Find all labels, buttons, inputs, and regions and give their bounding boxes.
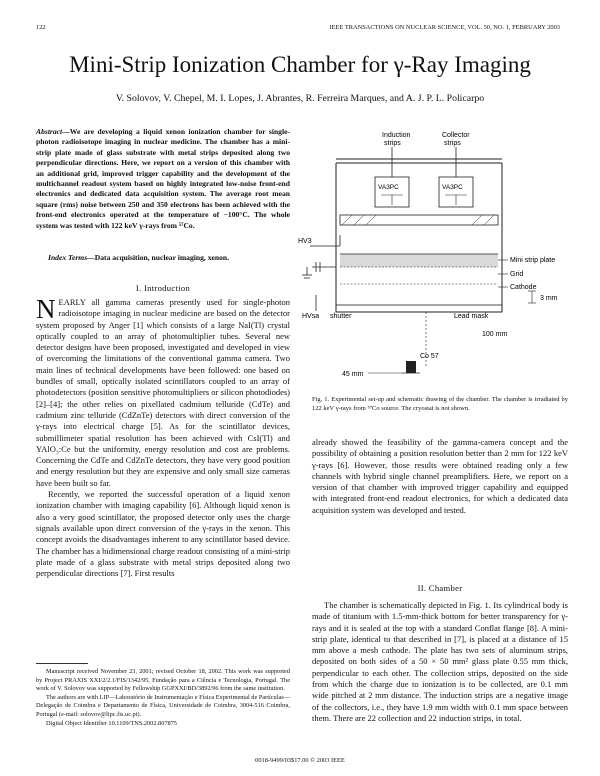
label-45mm: 45 mm (342, 371, 364, 378)
footnote-affiliation: The authors are with LIP—Laboratório de Instrumentação e Física Experimental de Partículas—Delegação de Coimbra e Departamento de Física, Universidade de Coimbra, 3004-516 Coimbra, Portugal (e-mail: solovov@lipc.fis.uc.pt). (36, 693, 290, 718)
intro-paragraph-2: Recently, we reported the successful operation of a liquid xenon ionization chamber with imaging capability [6]. Although liquid xenon is also a very good scintillator, the proposed detector only uses the charge signals available upon direct conversion of the γ-rays in the xenon. This concept avoids the disadvantages inherent to any scintillator based device. The chamber has a bidimensional charge readout consisting of a mini-strip plate made of a glass substrate with metal strips deposited along two perpendicular directions [7]. First results (36, 489, 290, 579)
label-3mm: 3 mm (540, 295, 558, 302)
index-terms-label: Index Terms— (48, 253, 95, 262)
author-list: V. Solovov, V. Chepel, M. I. Lopes, J. Abrantes, R. Ferreira Marques, and A. J. P. L. Policarpo (115, 93, 485, 104)
intro-paragraph-1: EARLY all gamma cameras presently used for single-photon radioisotope imaging in nuclear medicine are based on the detector system proposed by Anger [1] which consists of a large NaI(Tl) crystal optically coupled to an array of photomultiplier tubes. Several new detector designs have been proposed, investigated and developed in view of overcoming the limitations of the conventional gamma camera. Two main lines of technical developments have been followed: one based on bundles of small, optically isolated scintillators coupled to an array of photodetectors (position sensitive photomultipliers or silicon photodiodes) [2]–[4]; the other relies on pixellated cadmium telluride (CdTe) and cadmium zinc telluride (CdZnTe) detectors with direct conversion of the γ-rays into electrical charge [5]. As for the scintillator devices, submillimeter spatial resolution has been achieved with CsI(Tl) and YAlO₃:Ce but the uniformity, energy resolution and cost are problems. Concerning the CdTe and CdZnTe detectors, they have very good position and energy resolution but they are expensive and only small size cameras have been built so far. (36, 297, 290, 488)
label-hv3: HV3 (298, 238, 312, 245)
introduction-text (36, 294, 290, 579)
right-column-continuation (312, 437, 568, 516)
label-100mm: 100 mm (482, 331, 508, 338)
label-hv-bottom: HVsa (302, 313, 320, 320)
chamber-paragraph-1: The chamber is schematically depicted in Fig. 1. Its cylindrical body is made of titanium with 1.5-mm-thick bottom for better transparency for γ-rays and it is sealed at the top with a standard Conflat flange [8]. A mini-strip plate, identical to that described in [7], is placed at a distance of 15 mm above a mesh cathode. The plate has two sets of aluminum strips, deposited on both sides of a 50 × 50 mm² glass plate 0.55 mm thick, perpendicular to each other. The collection strips, deposited on the side from which the charge due to ionization is to be collected, are 0.1 mm wide pitched at 2 mm distance. The induction strips are a negative image of the collectors, i.e., they have 1.9 mm width with 0.1 mm space between them. There are 22 collection and 22 induction strips, in total. (312, 600, 568, 723)
label-collector-1: Collector (442, 132, 470, 139)
label-cathode: Cathode (510, 284, 537, 291)
right-column-paragraph: already showed the feasibility of the gamma-camera concept and the possibility of obtaining a position resolution better than 2 mm for 122 keV γ-rays [6]. However, those results were obtained reading only a few channels with hybrid single channel preamplifiers. Here, we report on a version of that chamber with improved trigger capability and equipped with integrated front-end readout electronics, for which a dedicated data acquisition system was developed and tested. (312, 437, 568, 515)
figure-caption: Fig. 1. Experimental set-up and schematic drawing of the chamber. The chamber is irradiated by 122 keV γ-rays from ⁵⁷Co source. The cryostat is not shown. (312, 396, 568, 412)
figure-1-diagram (296, 127, 586, 387)
label-shutter: shutter (330, 313, 352, 320)
chamber-section-text (312, 600, 568, 724)
abstract-text: We are developing a liquid xenon ionization chamber for single-photon radioisotope imaging in nuclear medicine. The chamber has a mini-strip plate made of glass substrate with metal strips deposited along two perpendicular directions. Here, we report on a version of this chamber with an additional grid, improved trigger capability and the development of the multichannel readout system based on highly integrated low-noise front-end electronics and dedicated data acquisition system. The average root mean square (rms) noise between 250 and 350 electrons has been achieved with the front-end electronics operated at the temperature of −100°C. The whole system was tested with 122 keV γ-rays from ⁵⁷Co. (36, 127, 290, 230)
abstract (36, 127, 290, 231)
page-number: 122 (36, 24, 46, 31)
paper-title: Mini-Strip Ionization Chamber for γ-Ray Imaging (69, 52, 531, 77)
footnote-received: Manuscript received November 23, 2001; revised October 18, 2002. This work was supported by Project PRAXIS XXI/2/2.1/FIS/1342/95, Fundação para a Ciência e Tecnologia, Portugal. The work of V. Solovov was supported by Fellowship GGPXXI/BD/3892/96 from the same institution. (36, 668, 290, 693)
label-induction-2: strips (384, 140, 401, 147)
footnote-rule (36, 663, 88, 664)
label-va-left: VA3PC (378, 184, 399, 191)
drop-cap: N (36, 294, 56, 324)
label-induction-1: Induction (382, 132, 411, 139)
label-collector-2: strips (444, 140, 461, 147)
label-mini-strip-plate: Mini strip plate (510, 257, 556, 264)
section-heading-chamber: II. Chamber (417, 583, 463, 593)
section-heading-introduction: I. Introduction (135, 283, 191, 293)
label-co57: Co 57 (420, 353, 439, 360)
label-lead-mask: Lead mask (454, 313, 489, 320)
index-terms (36, 253, 290, 263)
copyright-line: 0018-9499/03$17.00 © 2003 IEEE (255, 757, 345, 764)
label-va-right: VA3PC (442, 184, 463, 191)
footnote (36, 668, 290, 728)
abstract-label: Abstract— (36, 127, 70, 136)
index-terms-text: Data acquisition, nuclear imaging, xenon. (94, 253, 230, 262)
journal-header: IEEE TRANSACTIONS ON NUCLEAR SCIENCE, VOL. 50, NO. 1, FEBRUARY 2003 (329, 24, 560, 31)
label-grid: Grid (510, 271, 524, 278)
footnote-doi: Digital Object Identifier 10.1109/TNS.2002.807875 (46, 719, 177, 727)
